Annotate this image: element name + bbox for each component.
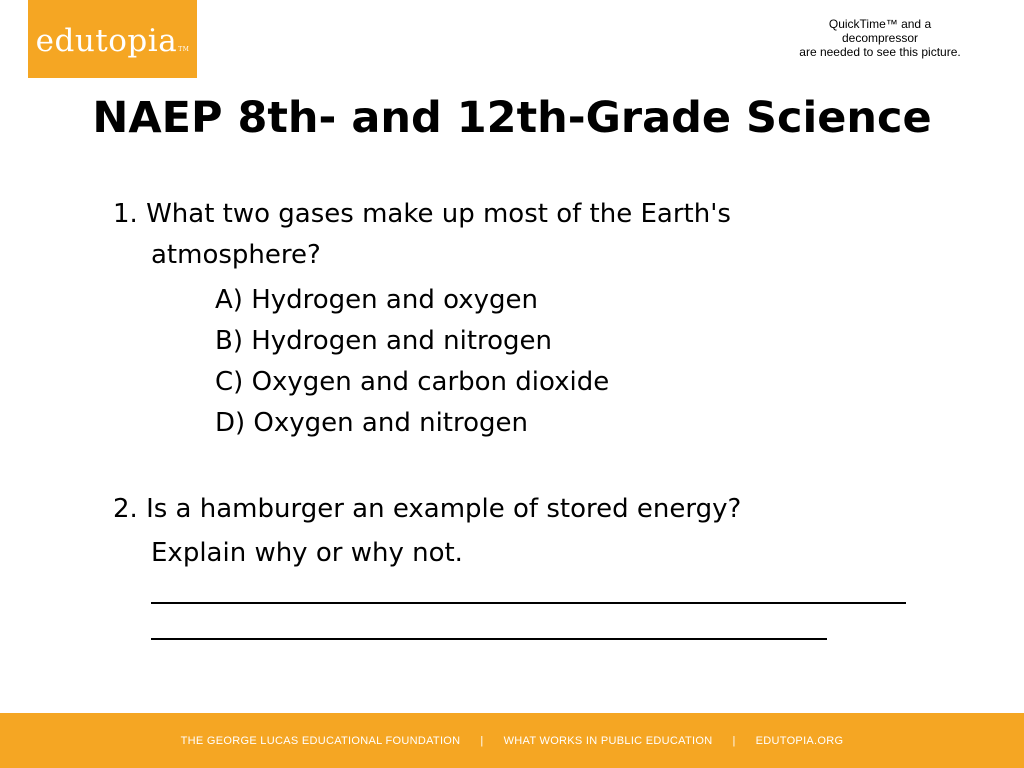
footer-foundation-name: THE GEORGE LUCAS EDUCATIONAL FOUNDATION	[180, 734, 461, 747]
answer-blank-line	[151, 638, 827, 640]
logo-trademark: TM	[178, 46, 190, 53]
footer-bar	[0, 713, 1024, 768]
quicktime-notice-line: are needed to see this picture.	[799, 45, 961, 59]
question-2-text: 2. Is a hamburger an example of stored energy?	[113, 494, 742, 524]
quicktime-placeholder-notice	[760, 17, 1000, 59]
question-1-text: 1. What two gases make up most of the Earth's	[113, 199, 731, 229]
answer-option-d: D) Oxygen and nitrogen	[215, 408, 528, 438]
footer-tagline: WHAT WORKS IN PUBLIC EDUCATION	[503, 734, 713, 747]
footer-separator: |	[480, 734, 484, 747]
answer-blank-line	[151, 602, 906, 604]
quicktime-notice-line: QuickTime™ and a	[828, 17, 932, 31]
footer-website: EDUTOPIA.ORG	[755, 734, 844, 747]
quicktime-notice-line: decompressor	[841, 31, 919, 45]
answer-option-c: C) Oxygen and carbon dioxide	[215, 367, 610, 397]
footer-separator: |	[732, 734, 736, 747]
edutopia-logo	[28, 0, 197, 78]
slide-title: NAEP 8th- and 12th-Grade Science	[92, 93, 932, 143]
answer-option-b: B) Hydrogen and nitrogen	[215, 326, 553, 356]
question-2-text-continued: Explain why or why not.	[151, 538, 463, 568]
answer-option-a: A) Hydrogen and oxygen	[215, 285, 538, 315]
question-1-text-continued: atmosphere?	[151, 240, 321, 270]
logo-text: edutopiaTM	[35, 23, 190, 59]
